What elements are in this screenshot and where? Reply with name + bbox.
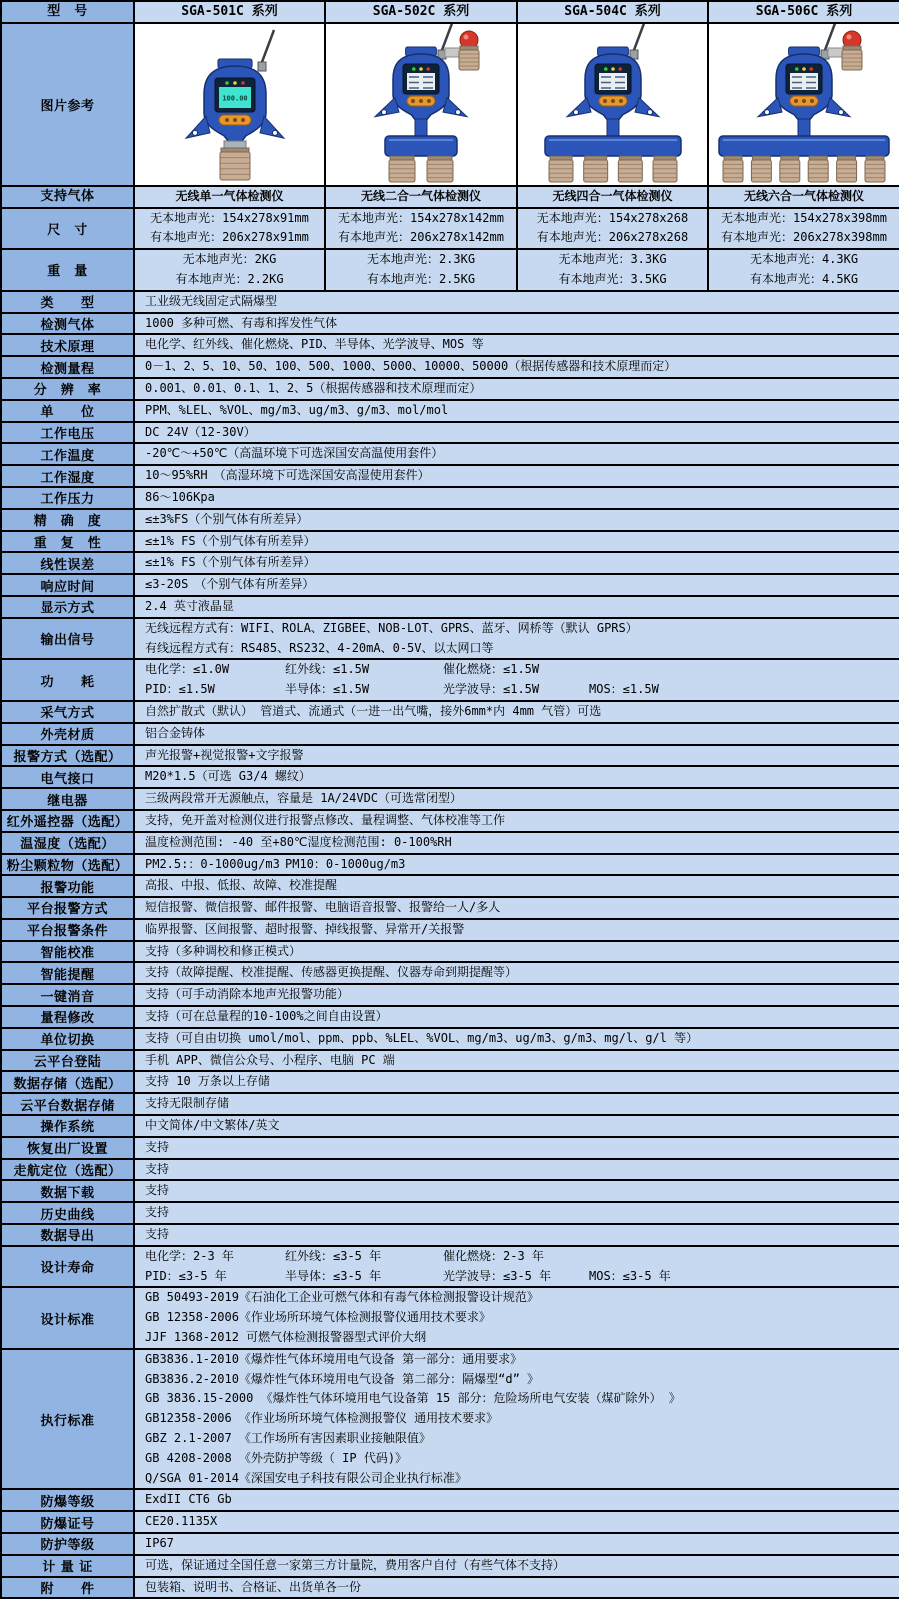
spec-label: 重 复 性 [1, 531, 134, 553]
spec-label: 继电器 [1, 788, 134, 810]
size-line: 有本地声光：206x278x142mm [338, 230, 504, 245]
weight-value [134, 249, 325, 291]
spec-row [1, 701, 899, 723]
spec-row [1, 1180, 899, 1202]
size-line: 无本地声光：154x278x268 [536, 210, 689, 225]
spec-label: 工作温度 [1, 443, 134, 465]
size-row-label: 尺 寸 [1, 208, 134, 250]
weight-line: 有本地声光：2.5KG [366, 271, 476, 286]
spec-row [1, 854, 899, 876]
spec-text: ≤±1% FS（个别气体有所差异） [145, 555, 316, 570]
spec-row [1, 378, 899, 400]
spec-value [134, 854, 899, 876]
spec-label: 防爆等级 [1, 1489, 134, 1511]
spec-row [1, 810, 899, 832]
weight-row [1, 249, 899, 291]
spec-value [134, 596, 899, 618]
image-row [1, 23, 899, 186]
device-image [135, 24, 324, 185]
spec-label: 数据下载 [1, 1180, 134, 1202]
spec-text: 湿度检测范围: 0-100%RH [307, 834, 452, 849]
weight-value [325, 249, 517, 291]
spec-value [134, 291, 899, 313]
model-name: SGA-506C 系列 [708, 1, 899, 23]
size-line: 有本地声光：206x278x398mm [721, 230, 887, 245]
spec-text: 手机 APP、微信公众号、小程序、电脑 PC 端 [145, 1052, 395, 1067]
spec-label: 技术原理 [1, 334, 134, 356]
spec-text: 支持 [145, 1161, 170, 1176]
spec-label: 智能校准 [1, 941, 134, 963]
spec-text: 支持 10 万条以上存储 [145, 1074, 270, 1089]
device-image [709, 24, 899, 185]
spec-value [134, 422, 899, 444]
spec-text: -20℃～+50℃（高温环境下可选深国安高温使用套件） [145, 446, 444, 461]
spec-text: 催化燃烧：2-3 年 [443, 1248, 544, 1263]
spec-row [1, 552, 899, 574]
spec-label: 电气接口 [1, 766, 134, 788]
spec-text: 包装箱、说明书、合格证、出货单各一份 [145, 1579, 362, 1594]
spec-label: 工作电压 [1, 422, 134, 444]
model-header-label: 型 号 [1, 1, 134, 23]
spec-value [134, 1093, 899, 1115]
spec-text: GB 3836.15-2000 《爆炸性气体环境用电气设备第 15 部分：危险场所电气安装（煤矿除外） 》 [145, 1391, 681, 1406]
spec-label: 响应时间 [1, 574, 134, 596]
spec-text: MOS：≤3-5 年 [589, 1268, 671, 1283]
spec-text: 支持（故障提醒、校准提醒、传感器更换提醒、仪器寿命到期提醒等） [145, 965, 518, 980]
spec-value [134, 356, 899, 378]
spec-text: 电化学：2-3 年 [145, 1248, 234, 1263]
spec-text: 有线远程方式有：RS485、RS232、4-20mA、0-5V、以太网口等 [145, 640, 494, 655]
spec-text: 铝合金铸体 [145, 725, 206, 740]
spec-text: 红外线：≤3-5 年 [285, 1248, 382, 1263]
spec-value [134, 1577, 899, 1599]
spec-value [134, 618, 899, 660]
spec-row [1, 574, 899, 596]
spec-row [1, 766, 899, 788]
spec-value [134, 1202, 899, 1224]
spec-row [1, 1287, 899, 1348]
spec-row [1, 596, 899, 618]
spec-label: 显示方式 [1, 596, 134, 618]
weight-value [708, 249, 899, 291]
spec-label: 一键消音 [1, 984, 134, 1006]
spec-label: 历史曲线 [1, 1202, 134, 1224]
spec-value [134, 1489, 899, 1511]
spec-label: 恢复出厂设置 [1, 1137, 134, 1159]
weight-value [517, 249, 708, 291]
spec-value [134, 487, 899, 509]
spec-text: GBZ 2.1-2007 《工作场所有害因素职业接触限值》 [145, 1431, 431, 1446]
spec-value [134, 1349, 899, 1490]
spec-value [134, 1224, 899, 1246]
spec-text: 支持 [145, 1227, 170, 1242]
weight-line: 无本地声光：4.3KG [749, 252, 859, 267]
spec-value [134, 701, 899, 723]
spec-value [134, 723, 899, 745]
spec-row [1, 1006, 899, 1028]
spec-text: M20*1.5（可选 G3/4 螺纹） [145, 769, 311, 784]
spec-value [134, 378, 899, 400]
spec-label: 云平台登陆 [1, 1050, 134, 1072]
spec-value [134, 1006, 899, 1028]
spec-text: 自然扩散式（默认） 管道式、流通式（一进一出气嘴，接外6mm*内 4mm 气管）可选 [145, 703, 602, 718]
spec-value [134, 1071, 899, 1093]
spec-row [1, 1050, 899, 1072]
spec-text: 1000 多种可燃、有毒和挥发性气体 [145, 315, 338, 330]
weight-row-label: 重 量 [1, 249, 134, 291]
spec-row [1, 832, 899, 854]
svg-text:100.00: 100.00 [222, 94, 248, 103]
spec-value [134, 1533, 899, 1555]
spec-text: 86～106Kpa [145, 489, 215, 504]
spec-value [134, 313, 899, 335]
model-name: SGA-504C 系列 [517, 1, 708, 23]
spec-text: PPM、%LEL、%VOL、mg/m3、ug/m3、g/m3、mol/mol [145, 402, 449, 417]
spec-row [1, 1533, 899, 1555]
spec-label: 采气方式 [1, 701, 134, 723]
spec-label: 输出信号 [1, 618, 134, 660]
spec-text: 支持，免开盖对检测仪进行报警点修改、量程调整、气体校准等工作 [145, 812, 506, 827]
spec-text: 支持无限制存储 [145, 1096, 230, 1111]
spec-text: IP67 [145, 1536, 174, 1550]
spec-text: 0－1、2、5、10、50、100、500、1000、5000、10000、50000（根据传感器和技术原理而定） [145, 359, 677, 374]
spec-row [1, 1577, 899, 1599]
model-header-row [1, 1, 899, 23]
spec-text: PM10：0-1000ug/m3 [285, 856, 406, 871]
spec-text: GB 4208-2008 《外壳防护等级（ IP 代码)》 [145, 1450, 408, 1465]
spec-label: 云平台数据存储 [1, 1093, 134, 1115]
spec-row [1, 509, 899, 531]
spec-row [1, 334, 899, 356]
spec-text: 支持（多种调校和修正模式） [145, 943, 302, 958]
spec-value [134, 875, 899, 897]
spec-row [1, 1224, 899, 1246]
spec-row [1, 487, 899, 509]
spec-row [1, 1511, 899, 1533]
spec-row [1, 1555, 899, 1577]
spec-text: GB3836.1-2010《爆炸性气体环境用电气设备 第一部分：通用要求》 [145, 1351, 523, 1366]
spec-row [1, 1489, 899, 1511]
spec-label: 检测气体 [1, 313, 134, 335]
spec-value [134, 1555, 899, 1577]
spec-text: GB 50493-2019《石油化工企业可燃气体和有毒气体检测报警设计规范》 [145, 1290, 539, 1305]
image-row-label: 图片参考 [1, 23, 134, 186]
spec-text: ExdII CT6 Gb [145, 1492, 232, 1507]
spec-row [1, 941, 899, 963]
spec-label: 操作系统 [1, 1115, 134, 1137]
spec-label: 温湿度（选配） [1, 832, 134, 854]
spec-text: 支持（可在总量程的10-100%之间自由设置） [145, 1009, 388, 1024]
spec-text: 电化学、红外线、催化燃烧、PID、半导体、光学波导、MOS 等 [145, 337, 484, 352]
spec-text: ≤3-20S （个别气体有所差异） [145, 577, 315, 592]
spec-value [134, 509, 899, 531]
spec-text: 红外线：≤1.5W [285, 662, 370, 677]
spec-label: 单 位 [1, 400, 134, 422]
spec-row [1, 1246, 899, 1288]
spec-label: 精 确 度 [1, 509, 134, 531]
spec-label: 平台报警条件 [1, 919, 134, 941]
weight-line: 无本地声光：2.3KG [366, 252, 476, 267]
size-line: 无本地声光：154x278x91mm [150, 210, 309, 225]
spec-label: 检测量程 [1, 356, 134, 378]
spec-label: 外壳材质 [1, 723, 134, 745]
spec-row [1, 291, 899, 313]
size-value [134, 208, 325, 250]
gas-type: 无线二合一气体检测仪 [325, 186, 517, 208]
spec-text: 可选，保证通过全国任意一家第三方计量院，费用客户自付（有些气体不支持） [145, 1557, 566, 1572]
spec-text: ≤±3%FS（个别气体有所差异） [145, 511, 309, 526]
spec-label: 单位切换 [1, 1028, 134, 1050]
size-line: 有本地声光：206x278x91mm [150, 230, 309, 245]
spec-text: 2.4 英寸液晶显 [145, 598, 234, 613]
spec-value [134, 400, 899, 422]
spec-value [134, 552, 899, 574]
spec-text: 光学波导：≤1.5W [443, 682, 540, 697]
spec-label: 线性误差 [1, 552, 134, 574]
spec-text: 半导体：≤1.5W [285, 682, 370, 697]
spec-label: 工作压力 [1, 487, 134, 509]
spec-text: 中文简体/中文繁体/英文 [145, 1118, 280, 1133]
spec-text: MOS：≤1.5W [589, 682, 659, 697]
spec-value [134, 1137, 899, 1159]
gas-row [1, 186, 899, 208]
spec-value [134, 1511, 899, 1533]
spec-row [1, 400, 899, 422]
spec-text: 声光报警+视觉报警+文字报警 [145, 747, 304, 762]
spec-text: PID：≤1.5W [145, 682, 215, 697]
spec-row [1, 313, 899, 335]
spec-text: GB 12358-2006《作业场所环境气体检测报警仪通用技术要求》 [145, 1310, 491, 1325]
spec-text: PM2.5:：0-1000ug/m3 [145, 856, 280, 871]
spec-value [134, 1180, 899, 1202]
spec-row [1, 897, 899, 919]
spec-text: 光学波导：≤3-5 年 [443, 1268, 552, 1283]
spec-value [134, 531, 899, 553]
spec-row [1, 1093, 899, 1115]
spec-row [1, 1137, 899, 1159]
spec-value [134, 962, 899, 984]
spec-label: 报警方式（选配） [1, 745, 134, 767]
spec-text: 温度检测范围: -40 至+80℃ [145, 834, 308, 849]
spec-label: 设计标准 [1, 1287, 134, 1348]
spec-text: GB12358-2006 《作业场所环境气体检测报警仪 通用技术要求》 [145, 1411, 499, 1426]
spec-text: 无线远程方式有：WIFI、ROLA、ZIGBEE、NOB-LOT、GPRS、蓝牙、网桥等（默认 GPRS） [145, 620, 638, 635]
spec-text: 支持 [145, 1205, 170, 1220]
spec-label: 报警功能 [1, 875, 134, 897]
spec-text: 支持（可自由切换 umol/mol、ppm、ppb、%LEL、%VOL、mg/m3、ug/m3、g/m3、mg/l、g/l 等） [145, 1030, 699, 1045]
spec-value [134, 897, 899, 919]
spec-text: 临界报警、区间报警、超时报警、掉线报警、异常开/关报警 [145, 921, 465, 936]
spec-row [1, 1115, 899, 1137]
spec-row [1, 919, 899, 941]
spec-row [1, 659, 899, 701]
weight-line: 无本地声光：3.3KG [558, 252, 667, 267]
spec-value [134, 745, 899, 767]
gas-type: 无线单一气体检测仪 [134, 186, 325, 208]
spec-row [1, 356, 899, 378]
spec-value [134, 334, 899, 356]
spec-value [134, 574, 899, 596]
spec-value [134, 832, 899, 854]
spec-label: 防护等级 [1, 1533, 134, 1555]
gas-type: 无线六合一气体检测仪 [708, 186, 899, 208]
spec-row [1, 962, 899, 984]
spec-label: 功 耗 [1, 659, 134, 701]
spec-text: PID：≤3-5 年 [145, 1268, 227, 1283]
weight-line: 有本地声光：3.5KG [558, 271, 667, 286]
spec-value [134, 919, 899, 941]
spec-text: 支持（可手动消除本地声光报警功能） [145, 987, 350, 1002]
device-image [326, 24, 516, 185]
spec-text: 高报、中报、低报、故障、校准提醒 [145, 878, 338, 893]
spec-label: 类 型 [1, 291, 134, 313]
model-name: SGA-502C 系列 [325, 1, 517, 23]
spec-value [134, 1287, 899, 1348]
spec-row [1, 875, 899, 897]
spec-text: 电化学：≤1.0W [145, 662, 230, 677]
spec-label: 平台报警方式 [1, 897, 134, 919]
spec-label: 工作湿度 [1, 465, 134, 487]
size-value [517, 208, 708, 250]
spec-row [1, 984, 899, 1006]
spec-value [134, 1159, 899, 1181]
spec-text: 半导体：≤3-5 年 [285, 1268, 382, 1283]
spec-text: 三级两段常开无源触点，容量是 1A/24VDC（可选常闭型） [145, 791, 463, 806]
spec-text: 支持 [145, 1139, 170, 1154]
size-line: 无本地声光：154x278x398mm [721, 210, 887, 225]
spec-row [1, 465, 899, 487]
spec-label: 走航定位（选配） [1, 1159, 134, 1181]
weight-line: 有本地声光：2.2KG [175, 271, 284, 286]
spec-value [134, 984, 899, 1006]
spec-row [1, 1159, 899, 1181]
spec-value [134, 788, 899, 810]
spec-text: 短信报警、微信报警、邮件报警、电脑语音报警、报警给一人/多人 [145, 900, 501, 915]
spec-text: 工业级无线固定式隔爆型 [145, 293, 278, 308]
weight-line: 无本地声光：2KG [182, 252, 277, 267]
weight-line: 有本地声光：4.5KG [749, 271, 859, 286]
spec-value [134, 659, 899, 701]
spec-text: 10～95%RH （高湿环境下可选深国安高湿使用套件） [145, 468, 430, 483]
spec-text: ≤±1% FS（个别气体有所差异） [145, 533, 316, 548]
spec-row [1, 443, 899, 465]
spec-row [1, 531, 899, 553]
spec-row [1, 1071, 899, 1093]
spec-text: 催化燃烧：≤1.5W [443, 662, 540, 677]
spec-value [134, 941, 899, 963]
spec-value [134, 443, 899, 465]
spec-row [1, 1028, 899, 1050]
spec-label: 数据存储（选配） [1, 1071, 134, 1093]
spec-label: 执行标准 [1, 1349, 134, 1490]
gas-type: 无线四合一气体检测仪 [517, 186, 708, 208]
spec-value [134, 1115, 899, 1137]
spec-value [134, 1246, 899, 1288]
spec-label: 智能提醒 [1, 962, 134, 984]
spec-row [1, 422, 899, 444]
spec-text: CE20.1135X [145, 1514, 218, 1529]
size-line: 无本地声光：154x278x142mm [338, 210, 504, 225]
spec-text: 支持 [145, 1183, 170, 1198]
spec-row [1, 788, 899, 810]
spec-text: Q/SGA 01-2014《深国安电子科技有限公司企业执行标准》 [145, 1470, 467, 1485]
spec-value [134, 766, 899, 788]
spec-row [1, 1202, 899, 1224]
device-image [518, 24, 707, 185]
spec-text: DC 24V（12-30V） [145, 424, 256, 439]
spec-label: 设计寿命 [1, 1246, 134, 1288]
spec-label: 计 量 证 [1, 1555, 134, 1577]
spec-value [134, 465, 899, 487]
spec-value [134, 1028, 899, 1050]
spec-text: 0.001、0.01、0.1、1、2、5（根据传感器和技术原理而定） [145, 380, 482, 395]
spec-label: 分 辨 率 [1, 378, 134, 400]
spec-label: 数据导出 [1, 1224, 134, 1246]
size-row [1, 208, 899, 250]
spec-label: 红外遥控器（选配） [1, 810, 134, 832]
size-value [708, 208, 899, 250]
spec-text: JJF 1368-2012 可燃气体检测报警器型式评价大纲 [145, 1330, 427, 1345]
spec-value [134, 1050, 899, 1072]
size-value [325, 208, 517, 250]
gas-row-label: 支持气体 [1, 186, 134, 208]
spec-label: 量程修改 [1, 1006, 134, 1028]
spec-label: 防爆证号 [1, 1511, 134, 1533]
spec-row [1, 723, 899, 745]
spec-text: GB3836.2-2010《爆炸性气体环境用电气设备 第二部分：隔爆型“d” 》 [145, 1371, 540, 1386]
spec-row [1, 618, 899, 660]
spec-row [1, 1349, 899, 1490]
spec-row [1, 745, 899, 767]
spec-value [134, 810, 899, 832]
size-line: 有本地声光：206x278x268 [536, 230, 689, 245]
spec-label: 粉尘颗粒物（选配） [1, 854, 134, 876]
model-name: SGA-501C 系列 [134, 1, 325, 23]
spec-label: 附 件 [1, 1577, 134, 1599]
